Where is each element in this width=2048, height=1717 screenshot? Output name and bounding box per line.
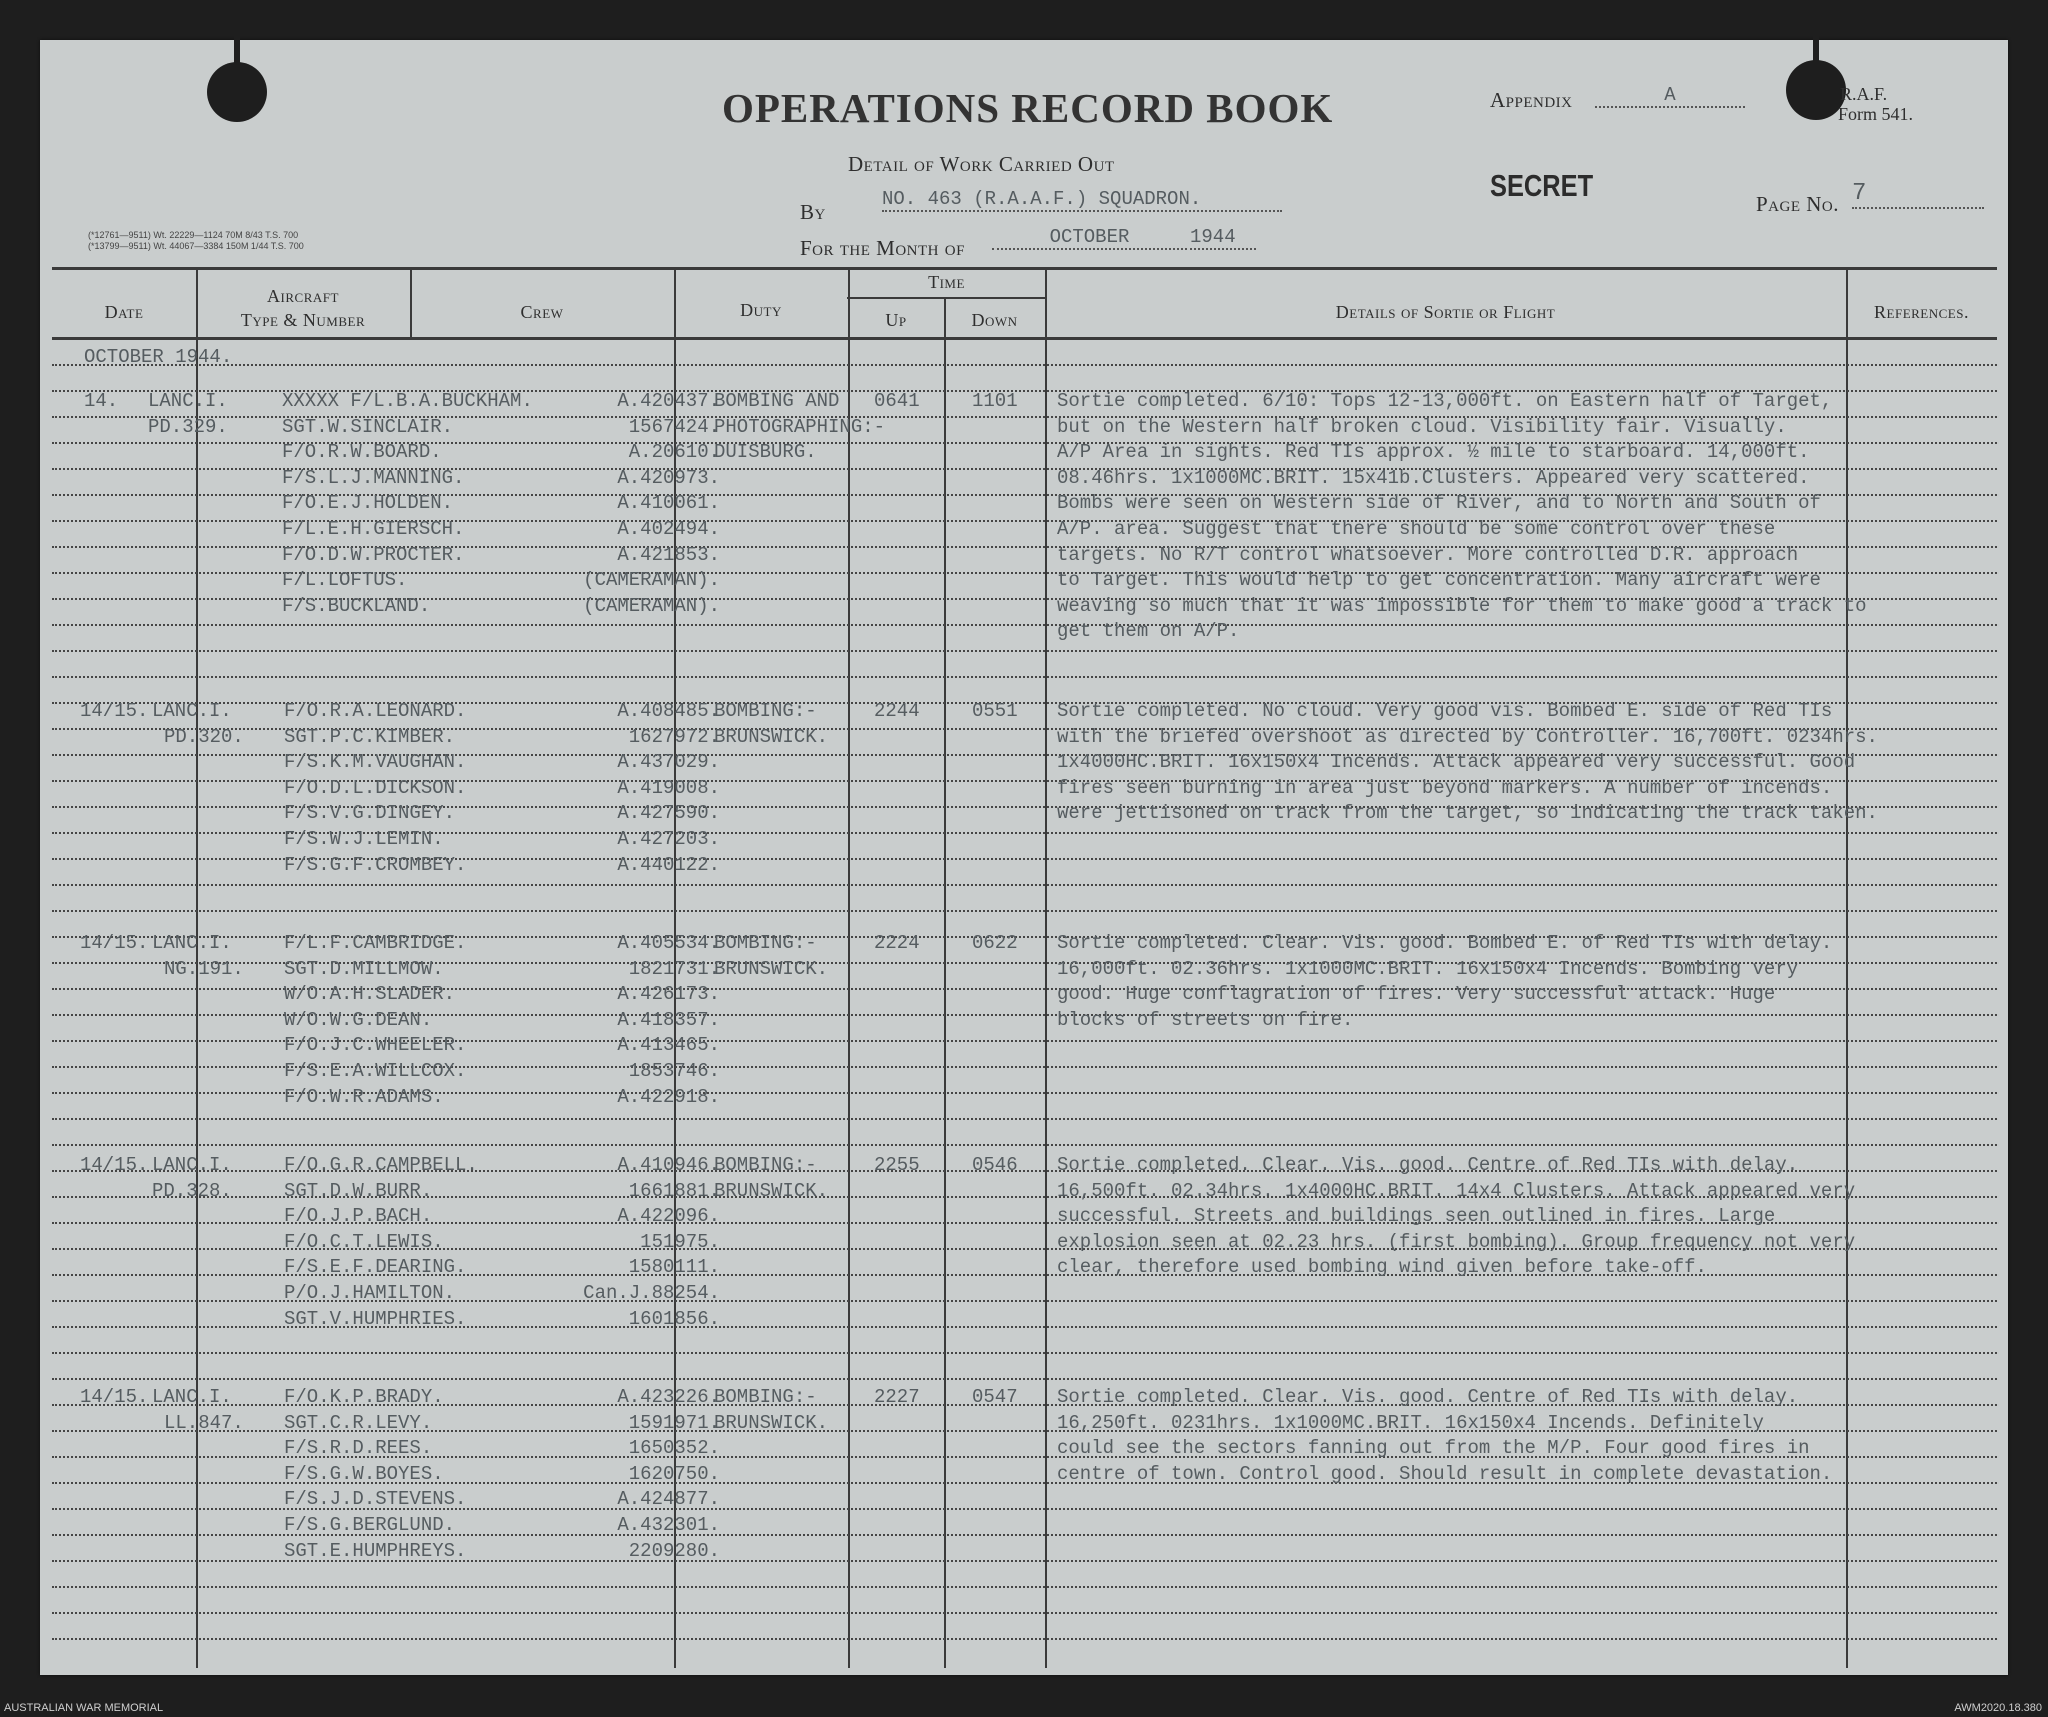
form-line-1: R.A.F. <box>1840 84 1888 104</box>
duty-line: BOMBING:- <box>714 932 817 954</box>
col-header-up: Up <box>885 310 907 330</box>
aircraft-type: LANC.I. <box>152 1154 232 1176</box>
col-sep-up <box>944 297 946 1668</box>
crew-names <box>284 1153 478 1332</box>
duty <box>714 1153 828 1204</box>
crew-name: F/S.BUCKLAND. <box>282 594 431 617</box>
crew-number: 1601856. <box>628 1307 720 1330</box>
duty-line: BRUNSWICK. <box>714 1179 829 1202</box>
duty-line: BRUNSWICK. <box>714 957 829 980</box>
print-code-2: (*13799—9511) Wt. 44067—3384 150M 1/44 T.S. 700 <box>88 241 304 251</box>
details-line: fires seen burning in area just beyond markers. A number of incends. <box>1057 776 1833 799</box>
sortie-details <box>1057 1153 1855 1281</box>
crew-name: F/O.E.J.HOLDEN. <box>282 492 454 515</box>
crew-number: A.402494. <box>617 517 720 540</box>
duty <box>714 389 885 466</box>
crew-number: 1661881. <box>628 1179 720 1202</box>
crew-number: 151975. <box>640 1230 720 1253</box>
details-line: 16,500ft. 02.34hrs. 1x4000HC.BRIT. 14x4 Clusters. Attack appeared very <box>1057 1179 1856 1202</box>
sortie-date: 14/15. <box>80 1386 149 1408</box>
crew-number: A.432301. <box>617 1513 720 1536</box>
crew-name: F/O.J.C.WHEELER. <box>284 1034 467 1057</box>
sortie-date: 14/15. <box>80 1154 149 1176</box>
details-line: centre of town. Control good. Should result in complete devastation. <box>1057 1462 1833 1485</box>
duty-line: BOMBING:- <box>714 1386 817 1408</box>
crew-number: 1821731. <box>628 957 720 980</box>
time-down: 0546 <box>972 1154 1018 1176</box>
crew-number: (CAMERAMAN). <box>583 594 720 617</box>
duty-line: BOMBING AND <box>714 390 840 412</box>
crew-name: F/L.F.CAMBRIDGE. <box>284 932 467 954</box>
details-line: successful. Streets and buildings seen outlined in fires. Large <box>1057 1205 1776 1228</box>
crew-name: F/S.K.M.VAUGHAN. <box>284 751 467 774</box>
aircraft-type: LANC.I. <box>152 700 232 722</box>
by-label: By <box>800 200 826 224</box>
duty <box>714 1385 828 1436</box>
details-line: Sortie completed. 6/10: Tops 12-13,000ft. on Eastern half of Target, <box>1057 390 1833 412</box>
time-down: 1101 <box>972 390 1018 412</box>
crew-name: W/O.W.G.DEAN. <box>284 1008 433 1031</box>
crew-name: SGT.D.MILLMOW. <box>284 957 444 980</box>
crew-number: A.408485. <box>617 700 720 722</box>
crew-number: 1627972. <box>628 725 720 748</box>
crew-name: SGT.V.HUMPHRIES. <box>284 1307 467 1330</box>
crew-name: F/S.J.D.STEVENS. <box>284 1488 467 1511</box>
col-header-aircraft: Aircraft <box>267 286 339 306</box>
crew-name: XXXXX F/L.B.A.BUCKHAM. <box>282 390 533 412</box>
time-up: 2255 <box>874 1154 920 1176</box>
crew-name: F/S.G.W.BOYES. <box>284 1462 444 1485</box>
sortie-date: 14/15. <box>80 932 149 954</box>
col-header-crew: Crew <box>520 302 564 322</box>
details-line: explosion seen at 02.23 hrs. (first bombing). Group frequency not very <box>1057 1230 1856 1253</box>
crew-name: F/S.V.G.DINGEY. <box>284 802 456 825</box>
sortie-details <box>1057 389 1867 645</box>
aircraft-type: LANC.I. <box>152 932 232 954</box>
col-header-details: Details of Sortie or Flight <box>1335 302 1556 322</box>
crew-names <box>284 699 466 878</box>
table-top-rule <box>52 267 1997 270</box>
page-label: Page No. <box>1756 192 1840 216</box>
duty-line: BOMBING:- <box>714 700 817 722</box>
form-title: OPERATIONS RECORD BOOK <box>722 85 1334 131</box>
aircraft-number: LL.847. <box>164 1412 244 1434</box>
crew-name: F/S.G.BERGLUND. <box>284 1513 456 1536</box>
crew-name: F/L.E.H.GIERSCH. <box>282 517 465 540</box>
duty-line: BOMBING:- <box>714 1154 817 1176</box>
crew-number: A.422918. <box>617 1085 720 1108</box>
time-up: 2227 <box>874 1386 920 1408</box>
crew-number: A.427590. <box>617 802 720 825</box>
duty <box>714 931 828 982</box>
details-line: 16,000ft. 02.36hrs. 1x1000MC.BRIT. 16x150x4 Incends. Bombing very <box>1057 957 1799 980</box>
details-line: A/P. area. Suggest that there should be some control over these <box>1057 517 1776 540</box>
time-down: 0547 <box>972 1386 1018 1408</box>
crew-number: A.413465. <box>617 1034 720 1057</box>
details-line: weaving so much that it was impossible for them to make good a track to <box>1057 594 1867 617</box>
crew-number: A.440122. <box>617 853 720 876</box>
crew-number: 2209280. <box>628 1539 720 1562</box>
month-label: For the Month of <box>800 236 965 260</box>
crew-number: 1591971. <box>628 1411 720 1434</box>
crew-number: A.20610. <box>628 441 720 464</box>
crew-number: 1650352. <box>628 1437 720 1460</box>
crew-name: SGT.D.W.BURR. <box>284 1179 433 1202</box>
crew-name: F/S.L.J.MANNING. <box>282 466 465 489</box>
crew-number: A.421853. <box>617 543 720 566</box>
crew-number: A.426173. <box>617 983 720 1006</box>
crew-number: A.410061. <box>617 492 720 515</box>
details-line: were jettisoned on track from the target, so indicating the track taken. <box>1057 802 1878 825</box>
details-line: 08.46hrs. 1x1000MC.BRIT. 15x41b.Clusters. Appeared very scattered. <box>1057 466 1810 489</box>
duty-line: BRUNSWICK. <box>714 725 829 748</box>
crew-number: A.420973. <box>617 466 720 489</box>
footer-accession: AWM2020.18.380 <box>1954 1702 2042 1714</box>
security-classification: SECRET <box>1490 168 1594 203</box>
crew-numbers <box>560 1153 720 1332</box>
time-up: 2244 <box>874 700 920 722</box>
month-value: OCTOBER <box>992 226 1187 250</box>
binder-hole-left <box>207 62 267 122</box>
crew-name: SGT.C.R.LEVY. <box>284 1411 433 1434</box>
col-header-aircraft-sub: Type & Number <box>240 310 366 330</box>
crew-number: 1580111. <box>628 1256 720 1279</box>
crew-name: P/O.J.HAMILTON. <box>284 1281 456 1304</box>
details-line: but on the Western half broken cloud. Visibility fair. Visually. <box>1057 415 1787 438</box>
crew-name: F/O.K.P.BRADY. <box>284 1386 444 1408</box>
col-header-time: Time <box>928 272 965 292</box>
sortie-details <box>1057 1385 1832 1487</box>
details-line: with the briefed overshoot as directed by Controller. 16,700ft. 0234hrs. <box>1057 725 1878 748</box>
crew-name: F/O.G.R.CAMPBELL. <box>284 1154 478 1176</box>
details-line: to Target. This would help to get concentration. Many aircraft were <box>1057 569 1821 592</box>
header-bottom-rule <box>52 337 1997 340</box>
details-line: Sortie completed. Clear. Vis. good. Bombed E. of Red TIs with delay. <box>1057 932 1833 954</box>
form-line-2: Form 541. <box>1838 104 1914 124</box>
binder-hole-right <box>1786 60 1846 120</box>
crew-number: 1620750. <box>628 1462 720 1485</box>
crew-name: F/O.J.P.BACH. <box>284 1205 433 1228</box>
col-header-references: References. <box>1874 302 1969 322</box>
aircraft-type: LANC.I. <box>152 1386 232 1408</box>
aircraft-number: PD.329. <box>148 416 228 438</box>
crew-name: SGT.P.C.KIMBER. <box>284 725 456 748</box>
aircraft-number: PD.320. <box>164 726 244 748</box>
record-sheet <box>40 40 2008 1675</box>
crew-names <box>284 931 466 1110</box>
aircraft-number: PD.328. <box>152 1180 232 1202</box>
crew-number: A.418357. <box>617 1008 720 1031</box>
details-line: get them on A/P. <box>1057 620 1240 643</box>
aircraft-type: LANC.I. <box>148 390 228 412</box>
details-line: good. Huge conflagration of fires. Very successful attack. Huge <box>1057 983 1776 1006</box>
crew-name: F/O.R.A.LEONARD. <box>284 700 467 722</box>
form-subtitle: Detail of Work Carried Out <box>848 152 1115 176</box>
crew-number: A.405534. <box>617 932 720 954</box>
sortie-details <box>1057 699 1878 827</box>
crew-name: F/S.R.D.REES. <box>284 1437 433 1460</box>
page-number: 7 <box>1852 180 1984 209</box>
col-header-duty: Duty <box>740 300 782 320</box>
details-line: Sortie completed. Clear. Vis. good. Centre of Red TIs with delay. <box>1057 1386 1799 1408</box>
details-line: 1x4000HC.BRIT. 16x150x4 Incends. Attack appeared very successful. Good <box>1057 751 1856 774</box>
time-down: 0622 <box>972 932 1018 954</box>
details-line: could see the sectors fanning out from the M/P. Four good fires in <box>1057 1437 1810 1460</box>
aircraft-number: NG.191. <box>164 958 244 980</box>
crew-name: F/O.W.R.ADAMS. <box>284 1085 444 1108</box>
time-up: 0641 <box>874 390 920 412</box>
crew-numbers <box>560 699 720 878</box>
col-header-date: Date <box>104 302 144 322</box>
crew-name: SGT.E.HUMPHREYS. <box>284 1539 467 1562</box>
crew-numbers <box>560 1385 720 1564</box>
crew-number: (CAMERAMAN). <box>583 569 720 592</box>
crew-name: F/S.E.F.DEARING. <box>284 1256 467 1279</box>
sortie-date: 14/15. <box>80 700 149 722</box>
col-header-down: Down <box>971 310 1018 330</box>
crew-name: F/S.E.A.WILLCOX. <box>284 1059 467 1082</box>
crew-name: F/L.LOFTUS. <box>282 569 408 592</box>
month-heading: OCTOBER 1944. <box>84 346 233 368</box>
crew-number: A.424877. <box>617 1488 720 1511</box>
col-sep-down <box>1045 268 1047 1668</box>
crew-names <box>282 389 533 619</box>
crew-name: W/O.A.H.SLADER. <box>284 983 456 1006</box>
print-code-1: (*12761—9511) Wt. 22229—1124 70M 8/43 T.S. 700 <box>88 230 299 240</box>
crew-number: A.422096. <box>617 1205 720 1228</box>
sortie-date: 14. <box>84 390 119 412</box>
duty-line: BRUNSWICK. <box>714 1411 829 1434</box>
details-line: targets. No R/T control whatsoever. More controlled D.R. approach <box>1057 543 1799 566</box>
crew-number: A.420437. <box>617 390 720 412</box>
crew-name: F/O.R.W.BOARD. <box>282 441 442 464</box>
duty-line: DUISBURG. <box>714 441 817 464</box>
crew-name: F/S.G.F.CROMBEY. <box>284 853 467 876</box>
crew-number: 1567424. <box>628 415 720 438</box>
details-line: Bombs were seen on Western side of River, and to North and South of <box>1057 492 1821 515</box>
col-sep-duty <box>848 268 850 1668</box>
appendix-label: Appendix <box>1490 88 1573 112</box>
time-down: 0551 <box>972 700 1018 722</box>
details-line: blocks of streets on fire. <box>1057 1008 1354 1031</box>
crew-number: A.427203. <box>617 827 720 850</box>
duty <box>714 699 828 750</box>
squadron-value: NO. 463 (R.A.A.F.) SQUADRON. <box>882 188 1282 212</box>
crew-number: A.423226. <box>617 1386 720 1408</box>
details-line: Sortie completed. No cloud. Very good vis. Bombed E. side of Red TIs <box>1057 700 1833 722</box>
crew-name: F/S.W.J.LEMIN. <box>284 827 444 850</box>
details-line: clear, therefore used bombing wind given before take-off. <box>1057 1256 1707 1279</box>
duty-line: PHOTOGRAPHING:- <box>714 415 886 438</box>
crew-numbers <box>560 389 720 619</box>
time-header-rule <box>847 297 1045 299</box>
details-line: 16,250ft. 0231hrs. 1x1000MC.BRIT. 16x150x4 Incends. Definitely <box>1057 1411 1764 1434</box>
crew-name: F/O.C.T.LEWIS. <box>284 1230 444 1253</box>
details-line: A/P Area in sights. Red TIs approx. ½ mile to starboard. 14,000ft. <box>1057 441 1810 464</box>
crew-numbers <box>560 931 720 1110</box>
appendix-value: A <box>1595 84 1745 108</box>
crew-number: Can.J.88254. <box>583 1281 720 1304</box>
crew-name: F/O.D.W.PROCTER. <box>282 543 465 566</box>
footer-credit: AUSTRALIAN WAR MEMORIAL <box>4 1702 164 1714</box>
crew-number: A.419008. <box>617 776 720 799</box>
crew-number: 1853746. <box>628 1059 720 1082</box>
year-value: 1944 <box>1190 226 1256 250</box>
crew-name: F/O.D.L.DICKSON. <box>284 776 467 799</box>
details-line: Sortie completed. Clear. Vis. good. Centre of Red TIs with delay. <box>1057 1154 1799 1176</box>
crew-number: A.410946. <box>617 1154 720 1176</box>
sortie-details <box>1057 931 1832 1033</box>
crew-name: SGT.W.SINCLAIR. <box>282 415 454 438</box>
time-up: 2224 <box>874 932 920 954</box>
crew-names <box>284 1385 466 1564</box>
crew-number: A.437029. <box>617 751 720 774</box>
